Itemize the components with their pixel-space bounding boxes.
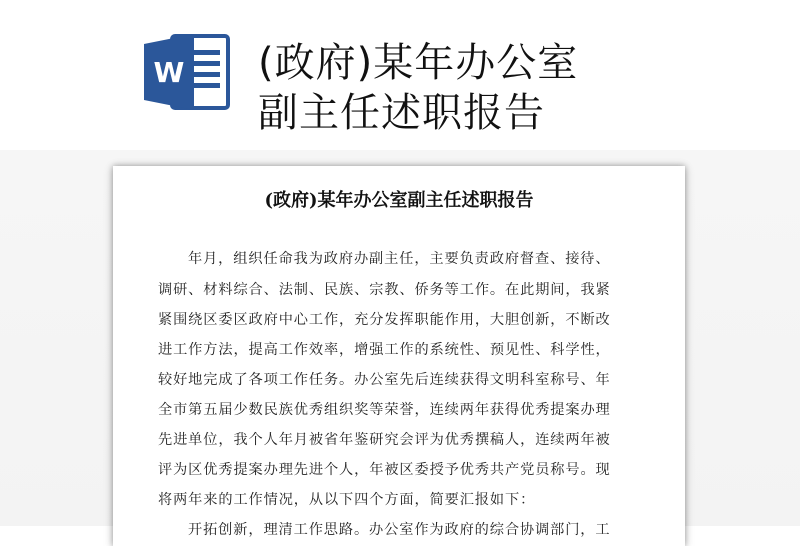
header-title-line1: (政府)某年办公室 xyxy=(258,40,579,86)
document-line: 先进单位，我个人年月被省年鉴研究会评为优秀撰稿人，连续两年被 xyxy=(158,432,611,448)
document-title: (政府)某年办公室副主任述职报告 xyxy=(264,190,534,211)
document-line: 年月，组织任命我为政府办副主任，主要负责政府督查、接待、 xyxy=(188,251,611,267)
word-document-icon xyxy=(142,30,232,114)
document-line: 开拓创新，理清工作思路。办公室作为政府的综合协调部门，工 xyxy=(188,522,611,538)
document-line: 将两年来的工作情况，从以下四个方面，简要汇报如下： xyxy=(158,492,536,508)
document-line: 进工作方法，提高工作效率，增强工作的系统性、预见性、科学性， xyxy=(158,342,611,358)
document-line: 评为区优秀提案办理先进个人，年被区委授予优秀共产党员称号。现 xyxy=(158,462,611,478)
header-title-line2: 副主任述职报告 xyxy=(258,90,545,136)
document-line: 调研、材料综合、法制、民族、宗教、侨务等工作。在此期间，我紧 xyxy=(158,282,611,298)
svg-text:W: W xyxy=(153,56,185,89)
document-line: 较好地完成了各项工作任务。办公室先后连续获得文明科室称号、年 xyxy=(158,372,611,388)
document-line: 紧围绕区委区政府中心工作，充分发挥职能作用，大胆创新，不断改 xyxy=(158,312,611,328)
header-title xyxy=(258,38,778,138)
document-line: 全市第五届少数民族优秀组织奖等荣誉，连续两年获得优秀提案办理 xyxy=(158,402,611,418)
document-page xyxy=(113,166,685,546)
